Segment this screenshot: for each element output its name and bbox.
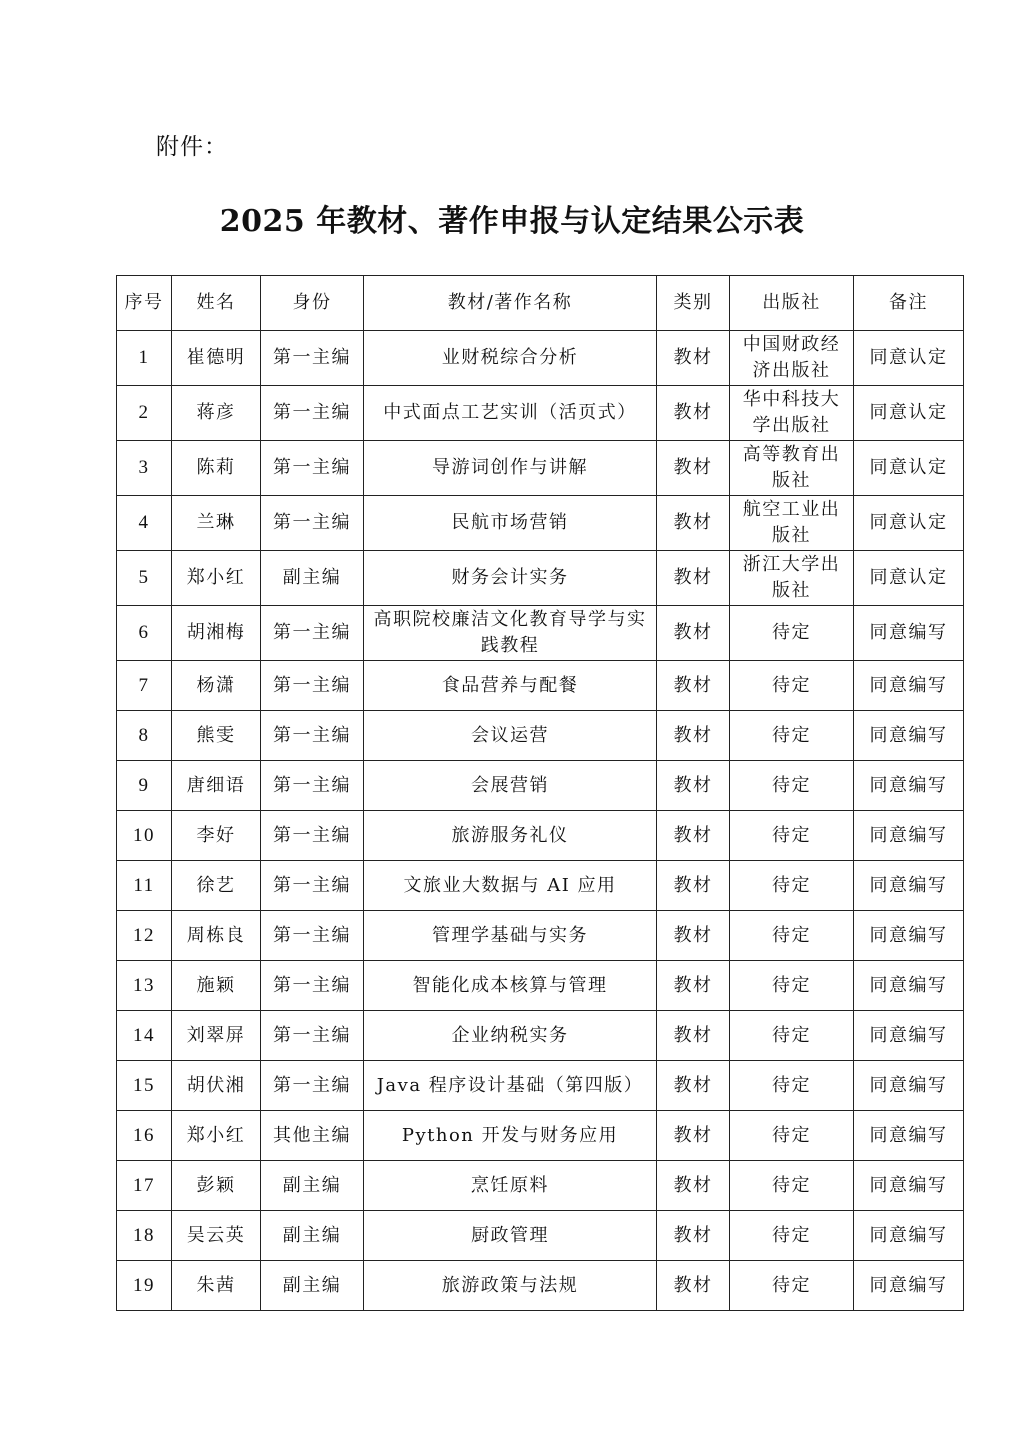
cell-remark: 同意认定 bbox=[854, 386, 964, 441]
cell-role: 第一主编 bbox=[261, 606, 364, 661]
cell-index: 19 bbox=[117, 1261, 172, 1311]
cell-work: 管理学基础与实务 bbox=[364, 911, 657, 961]
header-remark: 备注 bbox=[854, 276, 964, 331]
cell-role: 第一主编 bbox=[261, 1061, 364, 1111]
cell-name: 胡湘梅 bbox=[172, 606, 261, 661]
header-publisher: 出版社 bbox=[730, 276, 854, 331]
cell-remark: 同意编写 bbox=[854, 1161, 964, 1211]
table-row bbox=[117, 1161, 964, 1211]
table-body bbox=[117, 331, 964, 1311]
table-row bbox=[117, 551, 964, 606]
cell-name: 彭颖 bbox=[172, 1161, 261, 1211]
cell-name: 郑小红 bbox=[172, 1111, 261, 1161]
cell-index: 8 bbox=[117, 711, 172, 761]
cell-publisher: 待定 bbox=[730, 1111, 854, 1161]
cell-publisher: 待定 bbox=[730, 1011, 854, 1061]
cell-work: Java 程序设计基础（第四版） bbox=[364, 1061, 657, 1111]
cell-name: 杨潇 bbox=[172, 661, 261, 711]
cell-work: 业财税综合分析 bbox=[364, 331, 657, 386]
cell-work: 财务会计实务 bbox=[364, 551, 657, 606]
cell-index: 1 bbox=[117, 331, 172, 386]
cell-role: 第一主编 bbox=[261, 761, 364, 811]
cell-category: 教材 bbox=[657, 1261, 730, 1311]
cell-name: 兰琳 bbox=[172, 496, 261, 551]
cell-role: 第一主编 bbox=[261, 711, 364, 761]
cell-work: 高职院校廉洁文化教育导学与实践教程 bbox=[364, 606, 657, 661]
cell-name: 吴云英 bbox=[172, 1211, 261, 1261]
cell-remark: 同意编写 bbox=[854, 711, 964, 761]
cell-work: 烹饪原料 bbox=[364, 1161, 657, 1211]
header-role: 身份 bbox=[261, 276, 364, 331]
cell-role: 第一主编 bbox=[261, 661, 364, 711]
cell-category: 教材 bbox=[657, 1011, 730, 1061]
cell-remark: 同意编写 bbox=[854, 961, 964, 1011]
cell-role: 第一主编 bbox=[261, 386, 364, 441]
cell-work: 会议运营 bbox=[364, 711, 657, 761]
cell-publisher: 待定 bbox=[730, 1261, 854, 1311]
cell-index: 3 bbox=[117, 441, 172, 496]
cell-role: 第一主编 bbox=[261, 441, 364, 496]
cell-role: 副主编 bbox=[261, 1211, 364, 1261]
cell-publisher: 待定 bbox=[730, 811, 854, 861]
table-row bbox=[117, 661, 964, 711]
cell-name: 施颖 bbox=[172, 961, 261, 1011]
cell-index: 7 bbox=[117, 661, 172, 711]
document-title: 2025 年教材、著作申报与认定结果公示表 bbox=[219, 204, 805, 239]
cell-category: 教材 bbox=[657, 441, 730, 496]
table-row bbox=[117, 761, 964, 811]
cell-index: 2 bbox=[117, 386, 172, 441]
cell-publisher: 高等教育出版社 bbox=[730, 441, 854, 496]
cell-index: 16 bbox=[117, 1111, 172, 1161]
cell-remark: 同意编写 bbox=[854, 606, 964, 661]
cell-publisher: 待定 bbox=[730, 711, 854, 761]
cell-category: 教材 bbox=[657, 386, 730, 441]
cell-role: 第一主编 bbox=[261, 961, 364, 1011]
table-header-row bbox=[117, 276, 964, 331]
table-row bbox=[117, 911, 964, 961]
result-table bbox=[116, 275, 964, 1311]
cell-role: 副主编 bbox=[261, 1161, 364, 1211]
cell-category: 教材 bbox=[657, 606, 730, 661]
cell-work: 旅游服务礼仪 bbox=[364, 811, 657, 861]
table-row bbox=[117, 711, 964, 761]
cell-role: 第一主编 bbox=[261, 1011, 364, 1061]
cell-work: Python 开发与财务应用 bbox=[364, 1111, 657, 1161]
header-name: 姓名 bbox=[172, 276, 261, 331]
table-row bbox=[117, 861, 964, 911]
header-category: 类别 bbox=[657, 276, 730, 331]
cell-publisher: 待定 bbox=[730, 961, 854, 1011]
cell-index: 13 bbox=[117, 961, 172, 1011]
cell-remark: 同意认定 bbox=[854, 441, 964, 496]
cell-remark: 同意认定 bbox=[854, 551, 964, 606]
cell-name: 胡伏湘 bbox=[172, 1061, 261, 1111]
cell-category: 教材 bbox=[657, 496, 730, 551]
cell-category: 教材 bbox=[657, 1161, 730, 1211]
cell-work: 厨政管理 bbox=[364, 1211, 657, 1261]
cell-remark: 同意认定 bbox=[854, 496, 964, 551]
cell-publisher: 待定 bbox=[730, 1211, 854, 1261]
table-row bbox=[117, 811, 964, 861]
cell-remark: 同意编写 bbox=[854, 1211, 964, 1261]
cell-name: 崔德明 bbox=[172, 331, 261, 386]
cell-work: 中式面点工艺实训（活页式） bbox=[364, 386, 657, 441]
cell-work: 会展营销 bbox=[364, 761, 657, 811]
cell-category: 教材 bbox=[657, 1211, 730, 1261]
table-row bbox=[117, 1261, 964, 1311]
cell-index: 17 bbox=[117, 1161, 172, 1211]
cell-remark: 同意编写 bbox=[854, 911, 964, 961]
table-row bbox=[117, 1111, 964, 1161]
cell-publisher: 待定 bbox=[730, 606, 854, 661]
table-row bbox=[117, 1211, 964, 1261]
cell-work: 旅游政策与法规 bbox=[364, 1261, 657, 1311]
cell-publisher: 待定 bbox=[730, 1161, 854, 1211]
table-row bbox=[117, 386, 964, 441]
cell-category: 教材 bbox=[657, 1111, 730, 1161]
cell-name: 唐细语 bbox=[172, 761, 261, 811]
table-row bbox=[117, 1011, 964, 1061]
cell-work: 文旅业大数据与 AI 应用 bbox=[364, 861, 657, 911]
cell-category: 教材 bbox=[657, 661, 730, 711]
cell-name: 蒋彦 bbox=[172, 386, 261, 441]
cell-category: 教材 bbox=[657, 711, 730, 761]
cell-category: 教材 bbox=[657, 331, 730, 386]
cell-category: 教材 bbox=[657, 861, 730, 911]
cell-publisher: 待定 bbox=[730, 1061, 854, 1111]
cell-name: 郑小红 bbox=[172, 551, 261, 606]
cell-index: 12 bbox=[117, 911, 172, 961]
cell-role: 副主编 bbox=[261, 1261, 364, 1311]
cell-index: 11 bbox=[117, 861, 172, 911]
cell-publisher: 华中科技大学出版社 bbox=[730, 386, 854, 441]
table-row bbox=[117, 441, 964, 496]
cell-remark: 同意编写 bbox=[854, 1261, 964, 1311]
cell-role: 第一主编 bbox=[261, 811, 364, 861]
cell-role: 第一主编 bbox=[261, 331, 364, 386]
cell-role: 其他主编 bbox=[261, 1111, 364, 1161]
cell-publisher: 待定 bbox=[730, 861, 854, 911]
cell-publisher: 待定 bbox=[730, 661, 854, 711]
cell-remark: 同意编写 bbox=[854, 861, 964, 911]
cell-index: 14 bbox=[117, 1011, 172, 1061]
table-row bbox=[117, 606, 964, 661]
cell-category: 教材 bbox=[657, 811, 730, 861]
cell-category: 教材 bbox=[657, 961, 730, 1011]
attachment-label: 附件： bbox=[156, 134, 228, 160]
table-row bbox=[117, 961, 964, 1011]
cell-index: 6 bbox=[117, 606, 172, 661]
cell-index: 4 bbox=[117, 496, 172, 551]
cell-remark: 同意编写 bbox=[854, 1111, 964, 1161]
cell-name: 李好 bbox=[172, 811, 261, 861]
header-work: 教材/著作名称 bbox=[364, 276, 657, 331]
cell-role: 第一主编 bbox=[261, 496, 364, 551]
cell-name: 徐艺 bbox=[172, 861, 261, 911]
cell-index: 15 bbox=[117, 1061, 172, 1111]
cell-index: 10 bbox=[117, 811, 172, 861]
table-row bbox=[117, 331, 964, 386]
cell-remark: 同意认定 bbox=[854, 331, 964, 386]
cell-remark: 同意编写 bbox=[854, 761, 964, 811]
cell-name: 周栋良 bbox=[172, 911, 261, 961]
cell-publisher: 待定 bbox=[730, 911, 854, 961]
cell-category: 教材 bbox=[657, 1061, 730, 1111]
cell-remark: 同意编写 bbox=[854, 661, 964, 711]
cell-index: 5 bbox=[117, 551, 172, 606]
cell-work: 导游词创作与讲解 bbox=[364, 441, 657, 496]
cell-publisher: 中国财政经济出版社 bbox=[730, 331, 854, 386]
cell-category: 教材 bbox=[657, 911, 730, 961]
cell-name: 熊雯 bbox=[172, 711, 261, 761]
cell-work: 民航市场营销 bbox=[364, 496, 657, 551]
cell-remark: 同意编写 bbox=[854, 811, 964, 861]
header-index: 序号 bbox=[117, 276, 172, 331]
cell-index: 18 bbox=[117, 1211, 172, 1261]
cell-category: 教材 bbox=[657, 551, 730, 606]
cell-category: 教材 bbox=[657, 761, 730, 811]
cell-role: 第一主编 bbox=[261, 861, 364, 911]
cell-name: 朱茜 bbox=[172, 1261, 261, 1311]
table-row bbox=[117, 496, 964, 551]
cell-publisher: 待定 bbox=[730, 761, 854, 811]
cell-remark: 同意编写 bbox=[854, 1011, 964, 1061]
cell-work: 智能化成本核算与管理 bbox=[364, 961, 657, 1011]
cell-index: 9 bbox=[117, 761, 172, 811]
cell-name: 刘翠屏 bbox=[172, 1011, 261, 1061]
cell-work: 食品营养与配餐 bbox=[364, 661, 657, 711]
cell-publisher: 航空工业出版社 bbox=[730, 496, 854, 551]
cell-remark: 同意编写 bbox=[854, 1061, 964, 1111]
cell-publisher: 浙江大学出版社 bbox=[730, 551, 854, 606]
cell-role: 副主编 bbox=[261, 551, 364, 606]
cell-name: 陈莉 bbox=[172, 441, 261, 496]
cell-role: 第一主编 bbox=[261, 911, 364, 961]
table-row bbox=[117, 1061, 964, 1111]
cell-work: 企业纳税实务 bbox=[364, 1011, 657, 1061]
